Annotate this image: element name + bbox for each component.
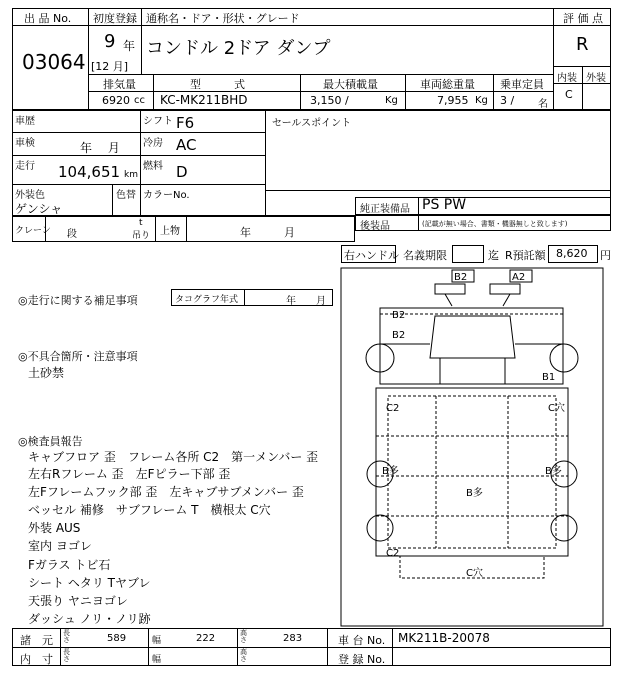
max-load: 3,150 / xyxy=(310,94,349,107)
fuel-label: 燃料 xyxy=(143,161,163,172)
inspector-line: キャブフロア 歪 フレーム各所 C2 第一メンバー 歪 xyxy=(28,450,319,464)
crane-label: クレーン xyxy=(15,226,51,236)
defect-line: 土砂禁 xyxy=(28,366,65,380)
grade: R xyxy=(576,34,589,55)
capacity-label: 乗車定員 xyxy=(500,78,544,91)
height-label: 高さ xyxy=(240,629,247,644)
diagram-mark: B2 xyxy=(454,272,468,283)
defect-notes-title: ◎不具合箇所・注意事項 xyxy=(18,350,138,363)
inspector-line: ダッシュ ノリ・ノリ跡 xyxy=(28,612,151,626)
diagram-mark: B多 xyxy=(466,488,483,499)
diagram-mark: B2 xyxy=(392,310,406,321)
inspector-line: 左右Rフレーム 歪 左Fピラー下部 歪 xyxy=(28,467,231,481)
color-label: 外装色 xyxy=(15,190,45,201)
crane-dan: 段 xyxy=(67,229,77,240)
crane-frame xyxy=(12,216,355,242)
diagram-mark: A2 xyxy=(512,272,526,283)
inspector-line: シート ヘタリ Tヤブレ xyxy=(28,576,151,590)
registration-label: 登 録 No. xyxy=(338,653,386,666)
cc-unit: cc xyxy=(134,95,145,106)
kg-unit-1: Kg xyxy=(385,95,398,106)
interior-grade: C xyxy=(565,88,573,101)
mileage-value: 104,651 xyxy=(58,163,121,181)
name-change-box xyxy=(452,245,484,263)
history-label: 車歴 xyxy=(15,116,35,127)
inspector-line: ベッセル 補修 サブフレーム T 横根太 C穴 xyxy=(28,503,271,517)
crane-ton: t xyxy=(139,218,143,228)
capacity-unit: 名 xyxy=(538,99,548,110)
diagram-mark: B1 xyxy=(542,372,556,383)
kg-unit-2: Kg xyxy=(475,95,488,106)
inspector-line: 左Fフレームフック部 歪 左キャブサブメンバー 歪 xyxy=(28,485,304,499)
diagram-mark: C穴 xyxy=(548,403,565,414)
gross-weight-label: 車両総重量 xyxy=(420,78,475,91)
diagram-mark: C2 xyxy=(386,548,400,559)
displacement-label: 排気量 xyxy=(103,78,136,91)
first-reg-label: 初度登録 xyxy=(93,12,137,25)
color-value: ゲンシャ xyxy=(15,202,63,216)
r-deposit-value: 8,620 xyxy=(556,247,588,260)
interior-dim-label: 内 寸 xyxy=(20,653,53,666)
joubu-label: 上物 xyxy=(160,226,180,237)
tacho-label: タコグラフ年式 xyxy=(175,295,239,305)
diagram-mark: C穴 xyxy=(466,568,483,579)
genuine-label: 純正装備品 xyxy=(360,204,410,215)
ac-label: 冷房 xyxy=(143,138,163,149)
color-code-label: カラーNo. xyxy=(143,190,190,201)
spec-label: 諸 元 xyxy=(20,634,53,647)
crane-tsuri: 吊り xyxy=(132,231,151,241)
inspector-line: Fガラス トビ石 xyxy=(28,558,111,572)
lot-no-label: 出 品 No. xyxy=(24,12,72,25)
sales-point-label: セールスポイント xyxy=(272,118,352,129)
chassis-label: 車 台 No. xyxy=(338,634,386,647)
model: KC-MK211BHD xyxy=(160,93,248,107)
shift-label: シフト xyxy=(143,116,173,127)
joubu-year-month: 年 月 xyxy=(240,226,295,239)
height-value: 283 xyxy=(283,633,303,644)
inspection-label: 車検 xyxy=(15,138,35,149)
lot-no: 03064 xyxy=(22,50,86,74)
exterior-label: 外装 xyxy=(586,73,606,84)
inspector-line: 外装 AUS xyxy=(28,521,81,535)
width-value: 222 xyxy=(196,633,216,644)
first-reg-year: 9 xyxy=(104,31,116,52)
displacement: 6920 xyxy=(102,94,130,107)
r-deposit-label: R預託額 xyxy=(505,249,546,262)
gross-weight: 7,955 xyxy=(437,94,469,107)
inspection-value: 年 月 xyxy=(80,141,120,155)
km-unit: km xyxy=(124,170,138,180)
yen-unit: 円 xyxy=(600,249,611,262)
chassis-value: MK211B-20078 xyxy=(398,631,490,645)
year-unit: 年 xyxy=(123,39,136,53)
car-name: コンドル 2ドア ダンプ xyxy=(146,38,331,59)
inspector-report-title: ◎検査員報告 xyxy=(18,435,83,448)
interior-label: 内装 xyxy=(557,73,577,84)
tacho-value: 年 月 xyxy=(286,296,326,307)
fuel-value: D xyxy=(176,163,188,181)
steering: 右ハンドル xyxy=(344,249,399,262)
name-change-unit: 迄 xyxy=(488,249,499,262)
diagram-mark: C2 xyxy=(386,403,400,414)
model-label: 型 式 xyxy=(190,78,245,91)
length-value: 589 xyxy=(107,633,127,644)
length-label: 長さ xyxy=(63,629,70,644)
diagram-mark: B2 xyxy=(392,330,406,341)
truck-damage-diagram xyxy=(340,266,605,628)
height-label-2: 高さ xyxy=(240,648,247,663)
ac-value: AC xyxy=(176,136,197,154)
inspector-line: 室内 ヨゴレ xyxy=(28,539,92,553)
genuine-value: PS PW xyxy=(422,197,467,213)
aftermarket-note: (記載が無い場合、書類・機器無しと致します) xyxy=(422,220,568,228)
length-label-2: 長さ xyxy=(63,648,70,663)
aftermarket-label: 後装品 xyxy=(360,221,390,232)
first-reg-month: [12 月] xyxy=(91,60,129,73)
width-label: 幅 xyxy=(152,636,162,646)
color-change-label: 色替 xyxy=(116,190,136,201)
diagram-mark: B多 xyxy=(382,466,399,477)
capacity: 3 / xyxy=(500,94,515,107)
mileage-label: 走行 xyxy=(15,161,35,172)
travel-notes-title: ◎走行に関する補足事項 xyxy=(18,294,138,307)
car-name-label: 通称名・ドア・形状・グレード xyxy=(146,12,300,25)
shift-value: F6 xyxy=(176,114,195,132)
max-load-label: 最大積載量 xyxy=(323,78,378,91)
width-label-2: 幅 xyxy=(152,655,162,665)
inspector-line: 天張り ヤニヨゴレ xyxy=(28,594,128,608)
name-change-label: 名義期限 xyxy=(403,249,447,262)
diagram-mark: B多 xyxy=(545,466,562,477)
grade-label: 評 価 点 xyxy=(563,12,603,25)
